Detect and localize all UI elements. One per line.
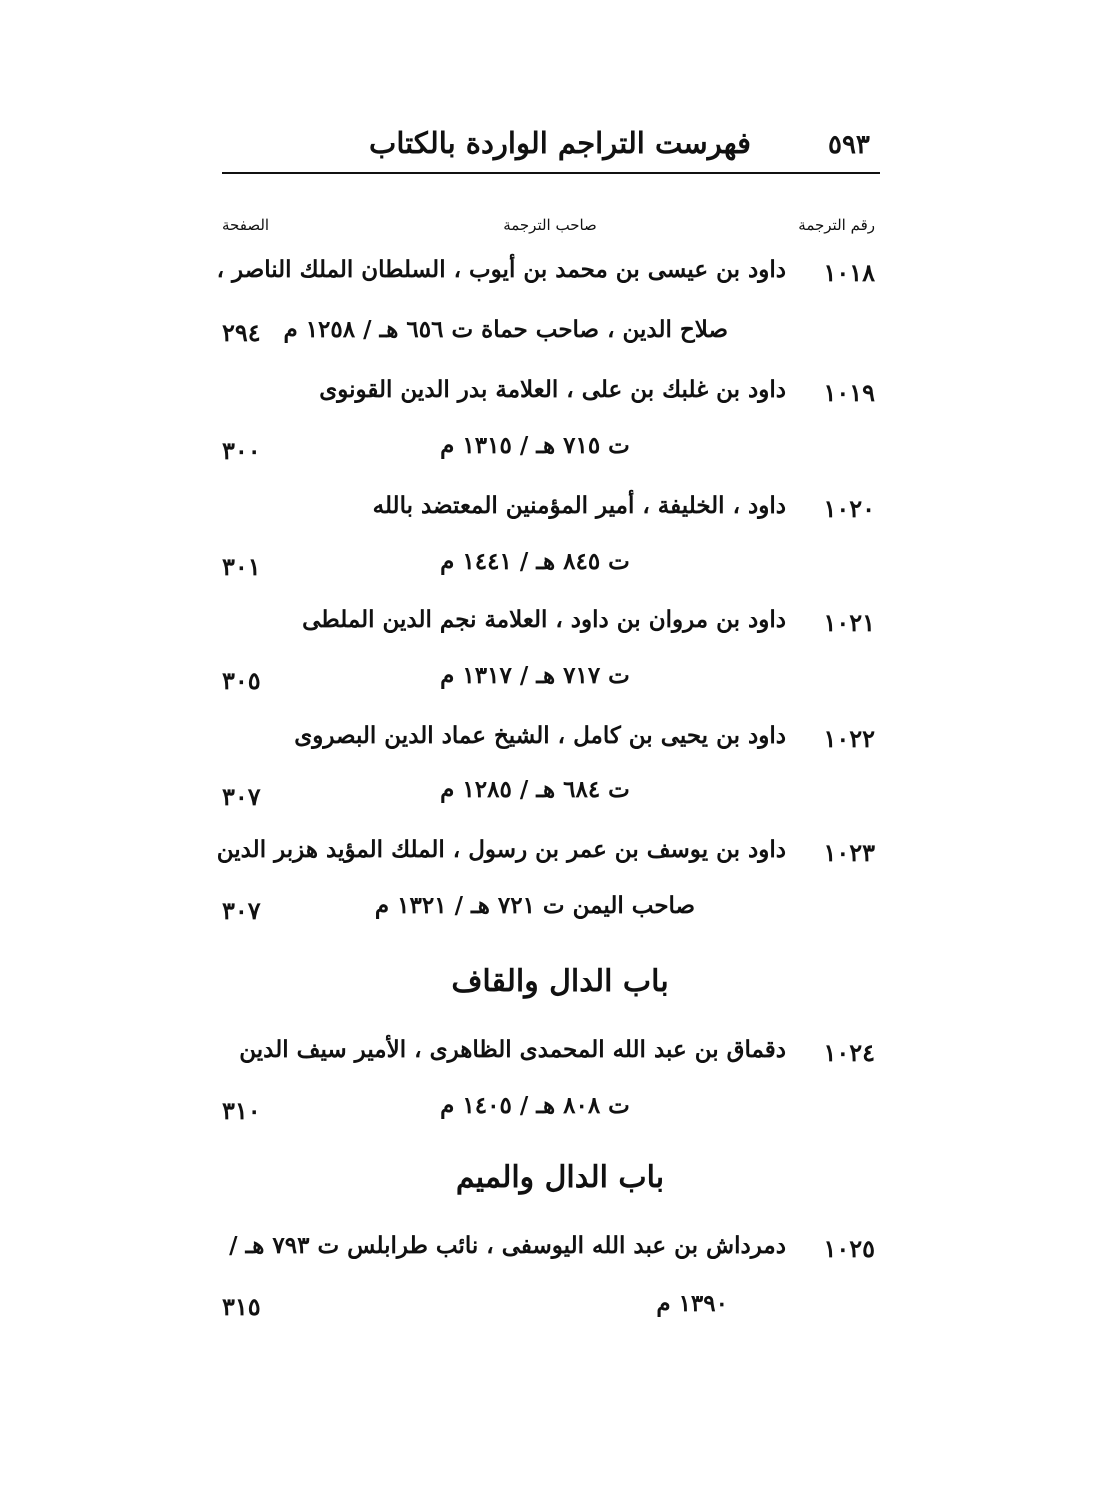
entry-detail: ت ٨٠٨ هـ / ١٤٠٥ م <box>440 1092 630 1119</box>
column-header-number: رقم الترجمة <box>798 216 875 234</box>
entry-page: ٣٠٥ <box>222 666 261 695</box>
section-heading: باب الدال والقاف <box>451 964 669 999</box>
entry-number: ١٠٢٤ <box>823 1038 875 1067</box>
page-number: ٥٩٣ <box>828 130 870 160</box>
entry-name: داود بن غلبك بن على ، العلامة بدر الدين القونوى <box>319 376 786 403</box>
entry-name: دمرداش بن عبد الله اليوسفى ، نائب طرابلس ت ٧٩٣ هـ / <box>229 1232 786 1259</box>
entry-page: ٣٠٠ <box>222 436 261 465</box>
entry-page: ٣٠١ <box>222 552 261 581</box>
entry-page: ٣١٠ <box>222 1096 261 1125</box>
entry-name: داود ، الخليفة ، أمير المؤمنين المعتضد بالله <box>372 492 786 519</box>
entry-number: ١٠١٨ <box>823 258 875 287</box>
entry-name: داود بن يوسف بن عمر بن رسول ، الملك المؤيد هزبر الدين <box>216 836 786 863</box>
entry-name: دقماق بن عبد الله المحمدى الظاهرى ، الأمير سيف الدين <box>239 1036 786 1063</box>
entry-name: داود بن عيسى بن محمد بن أيوب ، السلطان الملك الناصر ، <box>216 256 786 283</box>
section-heading: باب الدال والميم <box>455 1160 665 1195</box>
entry-page: ٣٠٧ <box>222 782 261 811</box>
entry-detail: ت ٧١٥ هـ / ١٣١٥ م <box>440 432 630 459</box>
entry-detail: ت ٧١٧ هـ / ١٣١٧ م <box>440 662 630 689</box>
header-divider <box>222 172 880 174</box>
entry-detail: ت ٨٤٥ هـ / ١٤٤١ م <box>440 548 630 575</box>
entry-detail: ١٣٩٠ م <box>656 1290 728 1317</box>
entry-number: ١٠٢٢ <box>823 724 875 753</box>
entry-name: داود بن مروان بن داود ، العلامة نجم الدين الملطى <box>302 606 786 633</box>
entry-number: ١٠٢١ <box>823 608 875 637</box>
entry-number: ١٠١٩ <box>823 378 875 407</box>
entry-detail: ت ٦٨٤ هـ / ١٢٨٥ م <box>440 776 630 803</box>
entry-page: ٢٩٤ <box>222 318 261 347</box>
entry-detail: صلاح الدين ، صاحب حماة ت ٦٥٦ هـ / ١٢٥٨ م <box>283 316 728 343</box>
entry-number: ١٠٢٠ <box>823 494 875 523</box>
entry-number: ١٠٢٣ <box>823 838 875 867</box>
entry-number: ١٠٢٥ <box>823 1234 875 1263</box>
entry-detail: صاحب اليمن ت ٧٢١ هـ / ١٣٢١ م <box>374 892 696 919</box>
entry-page: ٣١٥ <box>222 1292 261 1321</box>
column-header-page: الصفحة <box>222 216 270 234</box>
column-header-name: صاحب الترجمة <box>503 216 597 234</box>
entry-page: ٣٠٧ <box>222 896 261 925</box>
entry-name: داود بن يحيى بن كامل ، الشيخ عماد الدين البصروى <box>294 722 786 749</box>
page-title: فهرست التراجم الواردة بالكتاب <box>369 126 751 160</box>
